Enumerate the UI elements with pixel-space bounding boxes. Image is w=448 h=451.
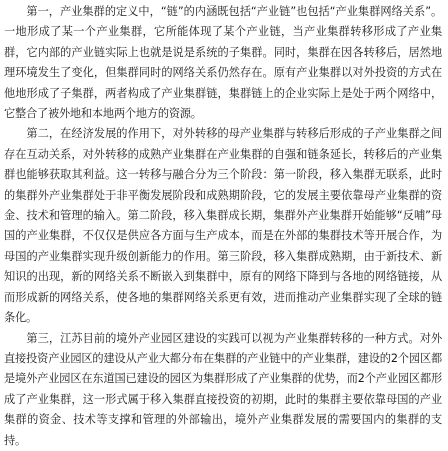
paragraph-2: 第二，在经济发展的作用下，对外转移的母产业集群与转移后形成的子产业集群之间存在互动关系，对外转移的成熟产业集群在产业集群的自强和链条延长，转移后的产业集群也能够获取其利益。这一转移与融合分为三个阶段：第一阶段，移入集群无联系，此时的集群外产业集群处于非平衡发展阶段和成熟期阶段，它的发展主要依靠母产业集群的资金、技术和管理的输入。第二阶段，移入集群成长期，集群外产业集群开始能够“反哺”母国的产业集群，不仅仅是供应各方面与生产成本，而是在外部的集群技术等开展合作，为母国的产业集群实现升级创新能力的作用。第三阶段，移入集群成熟期，由于新技术、新知识的出现，新的网络关系不断嵌入到集群中，原有的网络下降到与各地的网络链接，从而形成新的网络关系，使各地的集群网络关系更有效，进而推动产业集群实现了全球的链条化。	[4, 127, 442, 325]
paragraph-3: 第三，江苏目前的境外产业园区建设的实践可以视为产业集群转移的一种方式。对外直接投资产业园区的建设从产业大都分布在集群的产业链中的产业集群，建设的2个园区都是境外产业园区在东道国已建设的园区为集群形成了产业集群的优势，而2个产业园区都形成了产业集群，这一形式属于移入集群直接投资的初期，此时的集群主要依靠母国的产业集群的资金、技术等支撑和管理的外部输出，境外产业集群发展的需要国内的集群的支持。	[4, 331, 442, 447]
paragraph-1: 第一，产业集群的定义中，“链”的内涵既包括“产业链”也包括“产业集群网络关系”。一地形成了某一个产业集群，它所能体现了某个产业链，当产业集群转移形成了产业集群，它内部的产业链实际上也就是说是系统的子集群。同时，集群在因各转移后，居然地理环境发生了变化，但集群同时的网络关系仍然存在。原有产业集群以对外投资的方式在他地形成了子集群，两者构成了产业集群链，集群链上的企业实际上是处于两个网络中，它整合了被外地和本地两个地方的资源。	[4, 5, 442, 121]
